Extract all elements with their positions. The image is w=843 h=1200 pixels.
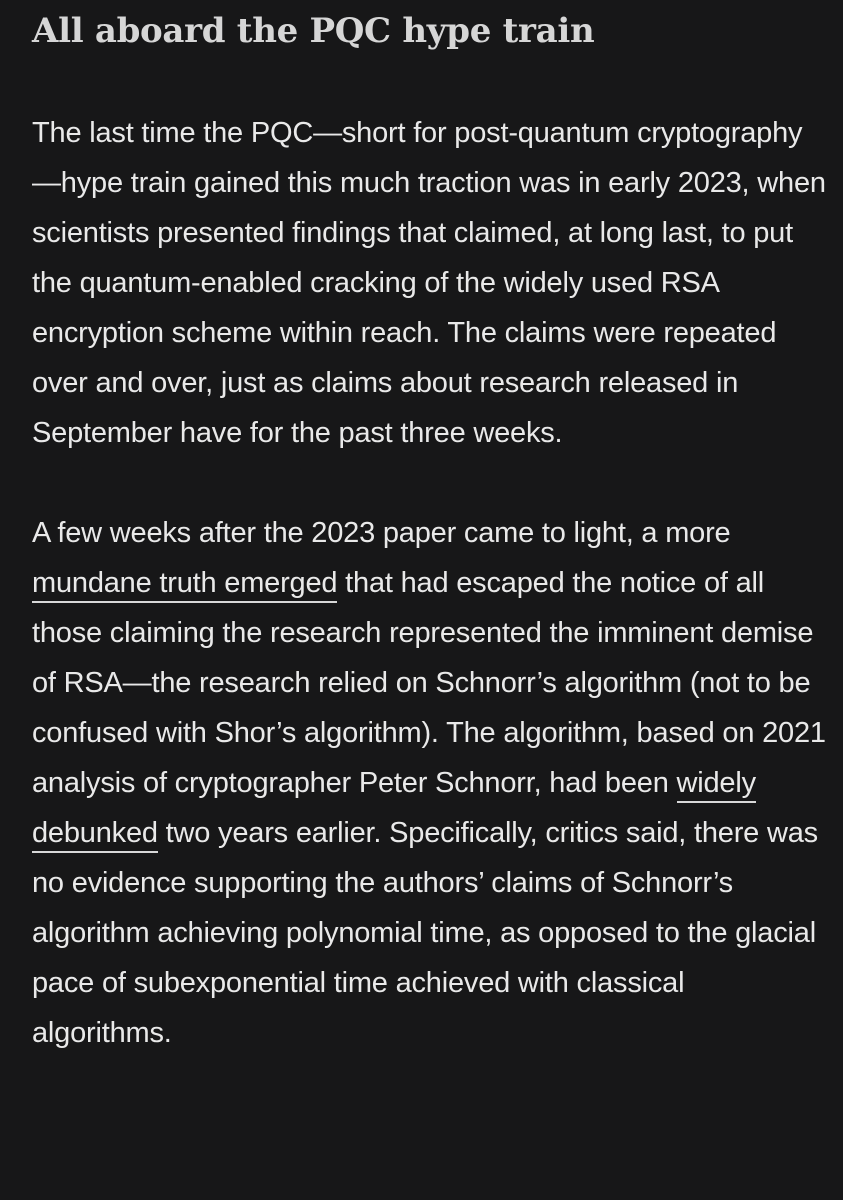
paragraph-2	[32, 508, 829, 1058]
paragraph-2-text-2: that had escaped the notice of all those claiming the research represented the imminent demise of RSA—the research relied on Schnorr’s algorithm (not to be confused with Shor’s algorithm). The algorithm, based on 2021 analysis of cryptographer Peter Schnorr, had been	[32, 567, 826, 799]
paragraph-2-text-3: two years earlier. Specifically, critics said, there was no evidence supporting the authors’ claims of Schnorr’s algorithm achieving polynomial time, as opposed to the glacial pace of subexponential time achieved with classical algorithms.	[32, 817, 818, 1049]
paragraph-1: The last time the PQC—short for post-quantum cryptography—hype train gained this much traction was in early 2023, when scientists presented findings that claimed, at long last, to put the quantum-enabled cracking of the widely used RSA encryption scheme within reach. The claims were repeated over and over, just as claims about research released in September have for the past three weeks.	[32, 117, 826, 449]
mundane-truth-emerged-link[interactable]: mundane truth emerged	[32, 567, 337, 603]
paragraph-2-text-1: A few weeks after the 2023 paper came to light, a more	[32, 517, 731, 549]
widely-debunked-link[interactable]: widely debunked	[32, 767, 756, 853]
article-heading: All aboard the PQC hype train	[32, 11, 595, 51]
